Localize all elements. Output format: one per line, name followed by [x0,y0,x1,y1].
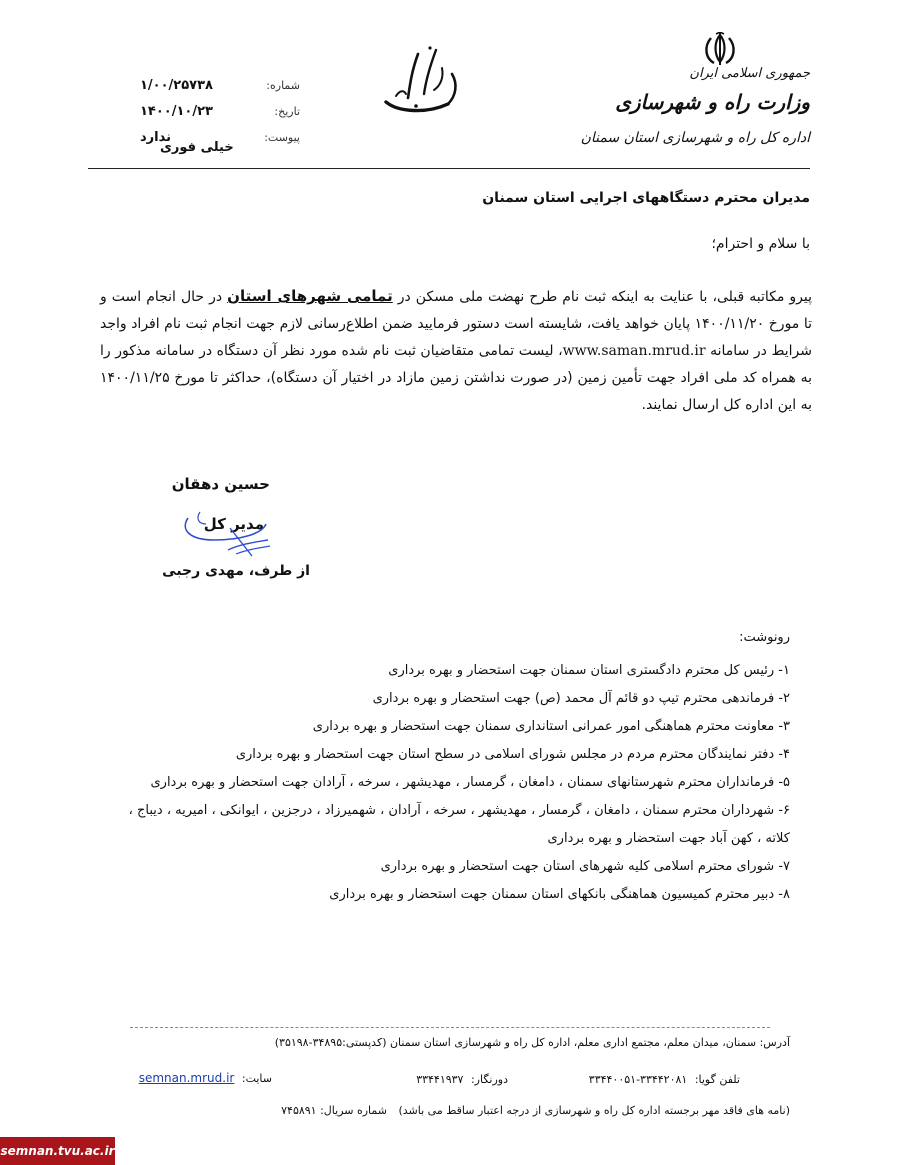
footer-phone [589,1073,740,1086]
footer-divider [130,1027,770,1028]
footer-site [139,1071,272,1085]
body-part-3: ، لیست تمامی متقاضیان ثبت نام شده مورد نظر آن دستگاه در سامانه مذکور را به همراه کد ملی افراد جهت تأمین زمین (در صورت نداشتن زمین مازاد در اختیار آن دستگاه)، حداکثر تا مورخ ۱۴۰۰/۱۱/۲۵ به این اداره کل ارسال نمایند. [100,343,812,413]
cc-list [110,657,790,909]
serial-label: شماره سریال: [320,1104,387,1117]
date-label: تاریخ: [274,104,300,118]
attachment-value: ندارد [140,129,172,145]
footer-note: (نامه های فاقد مهر برجسته اداره کل راه و شهرسازی از درجه اعتبار ساقط می باشد) [398,1104,790,1117]
phone-label: تلفن گویا: [694,1073,740,1086]
cc-item: ۴- دفتر نمایندگان محترم مردم در مجلس شورای اسلامی در سطح استان جهت استحضار و بهره برداری [235,747,790,762]
cc-item: ۶- شهرداران محترم سمنان ، دامغان ، گرمسار ، مهدیشهر ، سرخه ، آرادان ، شهمیرزاد ، درجزین ، ایوانکی ، امیریه ، دیباج ، کلاته ، کهن آباد جهت استحضار و بهره برداری [128,803,790,846]
site-link[interactable]: semnan.mrud.ir [138,1071,235,1085]
number-label: شماره: [266,78,300,92]
body-part-1: پیرو مکاتبه قبلی، با عنایت به اینکه ثبت نام طرح نهضت ملی مسکن در [392,289,812,305]
cc-item: ۱- رئیس کل محترم دادگستری استان سمنان جهت استحضار و بهره برداری [388,663,790,678]
meta-date-row [140,98,300,124]
letter-meta [140,72,300,150]
attachment-label: پیوست: [264,130,300,144]
body-part-2: در حال انجام است و تا مورخ ۱۴۰۰/۱۱/۲۰ پایان خواهد یافت، شایسته است دستور فرمایید ضمن اطلاع‌رسانی لازم جهت انجام ثبت نام افراد واجد شرایط در سامانه [100,289,813,359]
body-website: www.saman.mrud.ir [562,343,706,359]
footer-note-row [281,1104,790,1117]
cc-item: ۸- دبیر محترم کمیسیون هماهنگی بانکهای استان سمنان جهت استحضار و بهره برداری [329,887,790,902]
date-value: ۱۴۰۰/۱۰/۲۳ [140,103,213,119]
letter-body [100,283,812,419]
site-label: سایت: [241,1072,272,1085]
cc-item: ۷- شورای محترم اسلامی کلیه شهرهای استان جهت استحضار و بهره برداری [380,859,790,874]
urgency-label: خیلی فوری [160,140,234,155]
meta-number-row [140,72,300,98]
body-highlight: تمامی شهرهای استان [227,287,393,305]
source-badge: semnan.tvu.ac.ir [0,1137,115,1165]
signer-on-behalf: از طرف، مهدی رجبی [162,563,310,579]
header-divider [88,168,810,169]
org-line-ministry: وزارت راه و شهرسازی [615,90,810,114]
fax-label: دورنگار: [470,1073,508,1086]
cc-title: رونوشت: [739,630,790,645]
signer-title: مدیر کل [203,515,264,533]
greeting: با سلام و احترام؛ [711,236,810,252]
org-line-directorate: اداره کل راه و شهرسازی استان سمنان [580,130,810,146]
handwritten-signature-icon [170,488,290,558]
cc-item: ۲- فرماندهی محترم تیپ دو قائم آل محمد (ص) جهت استحضار و بهره برداری [372,691,790,706]
signer-name: حسین دهقان [171,475,270,493]
phone-value: ۳۳۴۴۲۰۸۱-۳۳۴۴۰۰۵۱ [588,1073,688,1086]
cc-item: ۵- فرمانداران محترم شهرستانهای سمنان ، دامغان ، گرمسار ، مهدیشهر ، سرخه ، آرادان جهت استحضار و بهره برداری [150,775,790,790]
serial-value: ۷۴۵۸۹۱ [281,1104,317,1117]
footer-address: آدرس: سمنان، میدان معلم، مجتمع اداری معلم، اداره کل راه و شهرسازی استان سمنان (کدپستی:۳۴۸۹۵-۳۵۱۹۸) [274,1036,790,1049]
addressee: مدیران محترم دستگاههای اجرایی استان سمنان [482,190,810,206]
number-value: ۱/۰۰/۲۵۷۳۸ [140,77,213,93]
iran-emblem-icon [700,32,740,66]
cc-item: ۳- معاونت محترم هماهنگی امور عمرانی استانداری سمنان جهت استحضار و بهره برداری [312,719,790,734]
basmala-calligraphy [378,40,468,120]
fax-value: ۳۳۴۴۱۹۳۷ [416,1073,464,1086]
org-line-country: جمهوری اسلامی ایران [689,66,810,81]
footer-fax [416,1073,508,1086]
